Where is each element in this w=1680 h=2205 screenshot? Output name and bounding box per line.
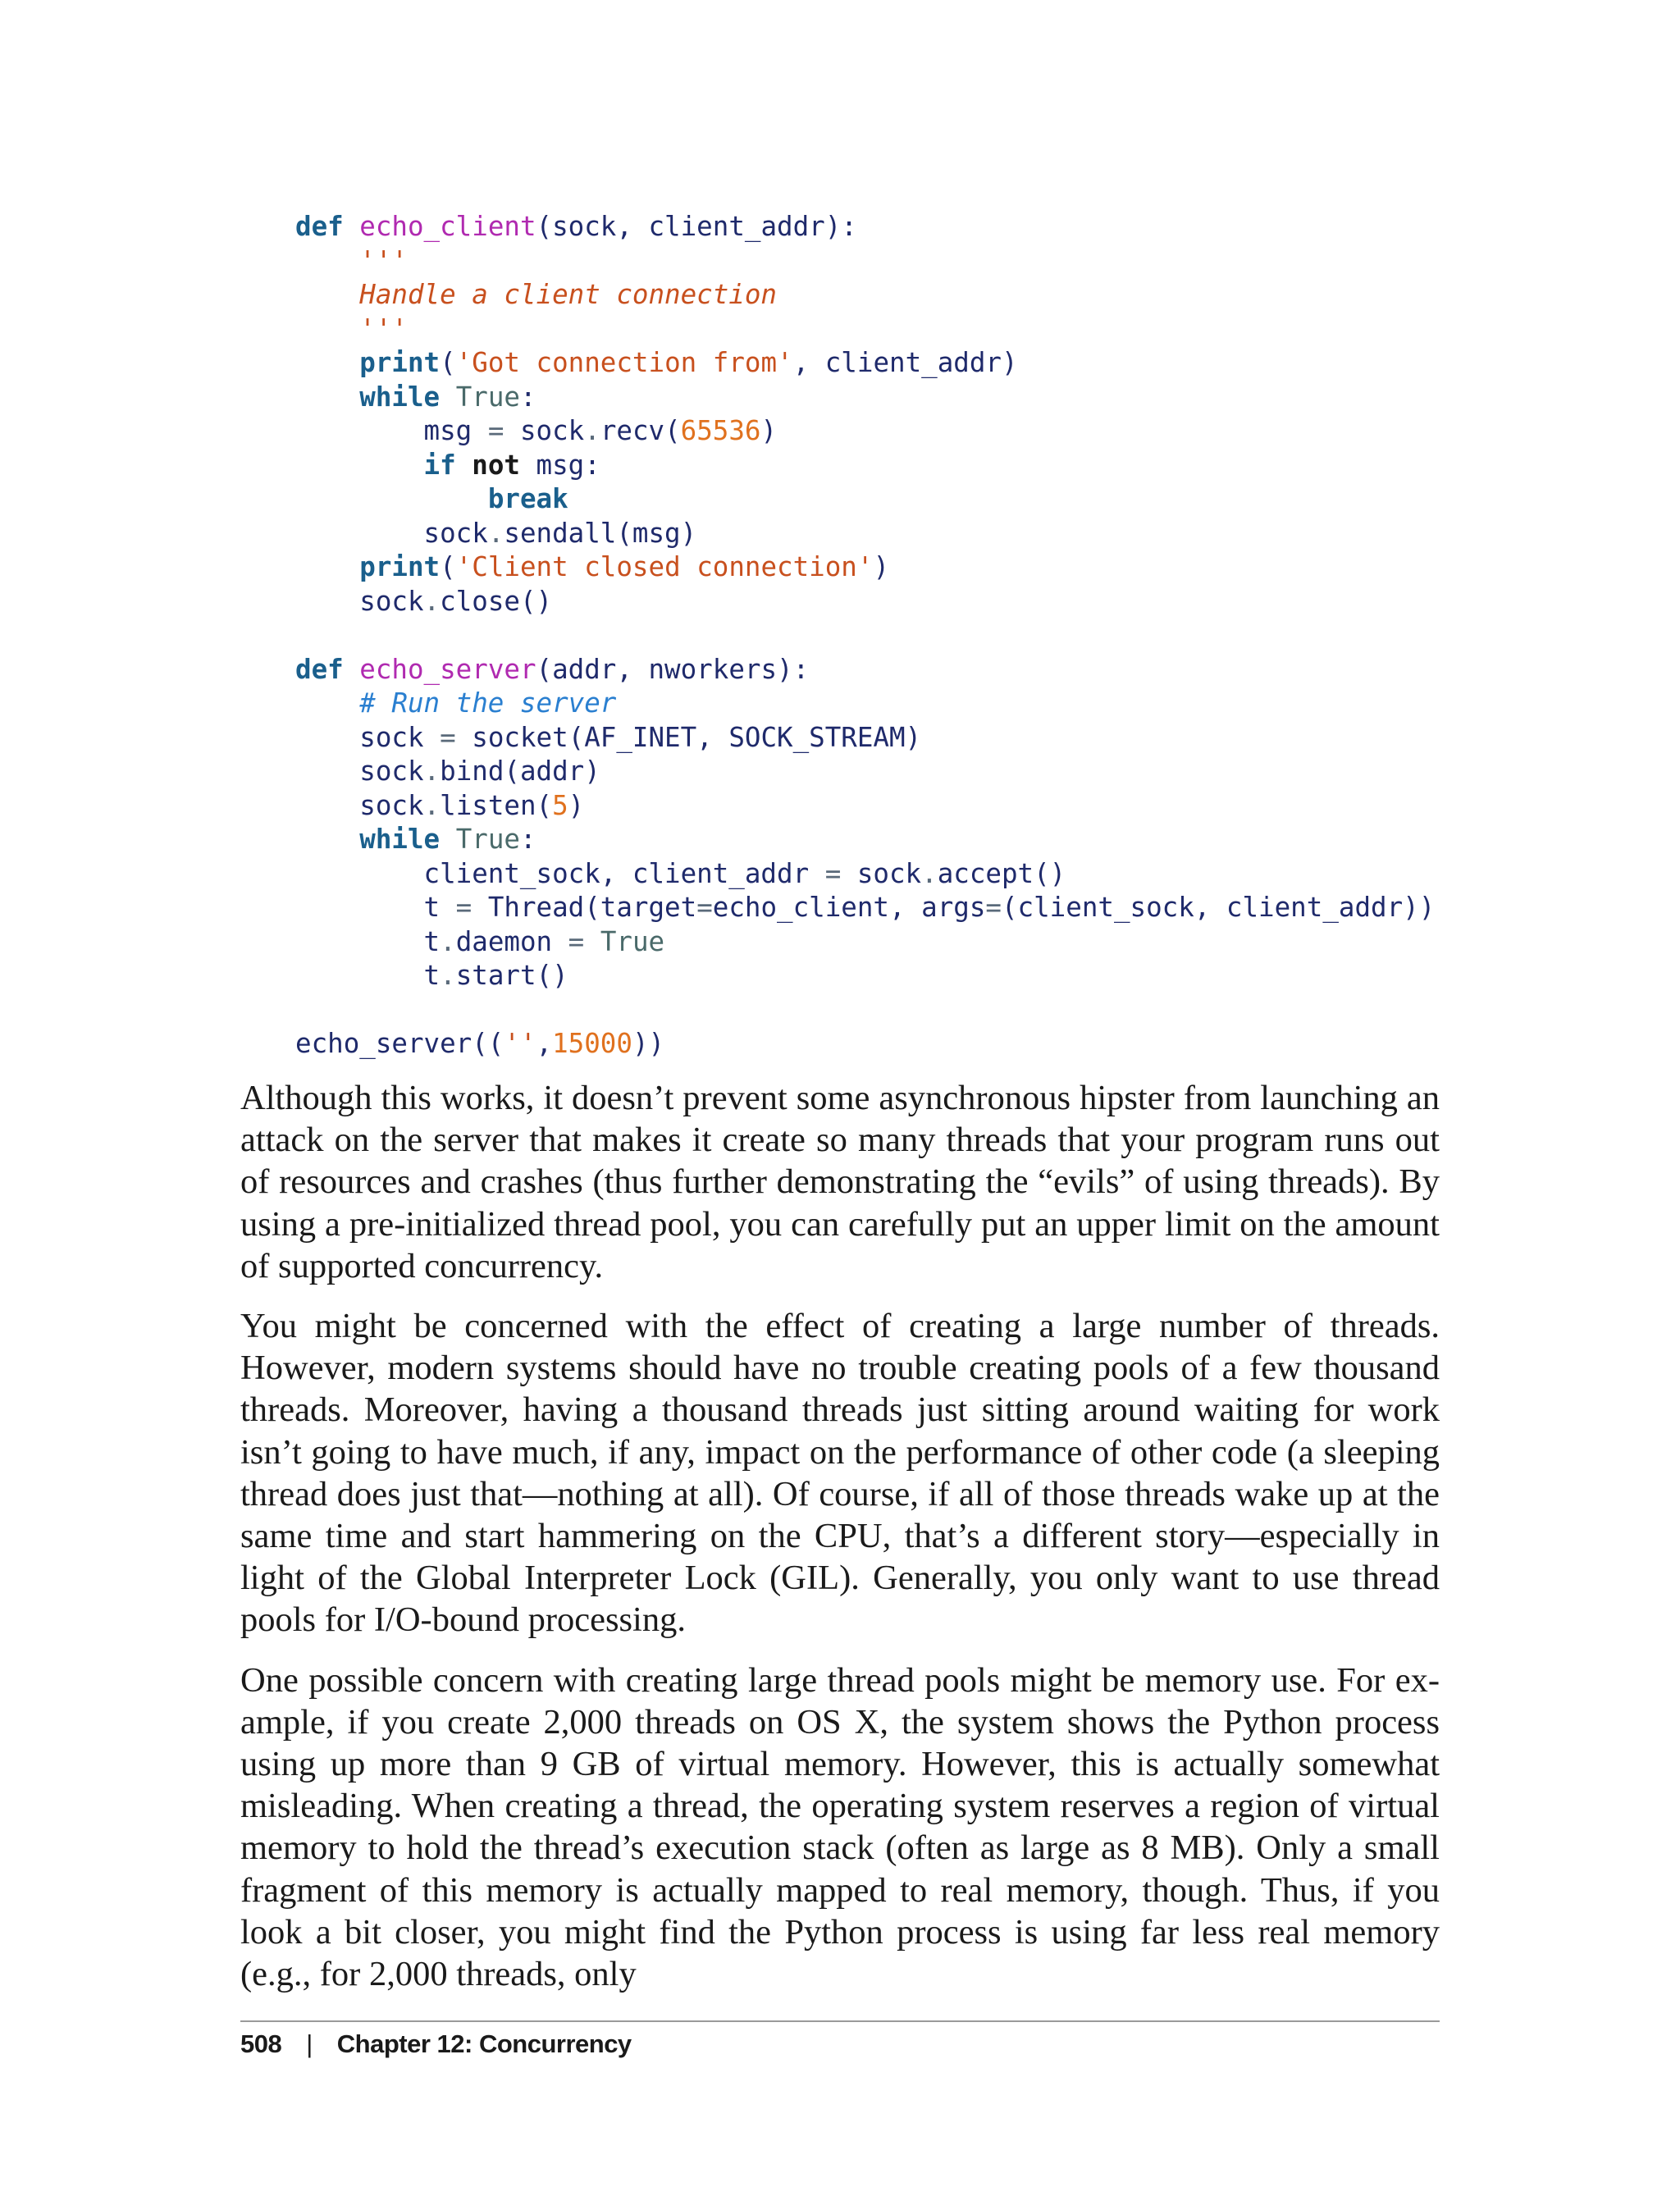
code-token: . — [440, 960, 456, 991]
code-token: not — [472, 449, 520, 481]
code-line — [295, 755, 1477, 789]
code-token: = — [824, 857, 842, 889]
code-token: : — [519, 381, 536, 413]
code-token: )) — [632, 1028, 665, 1059]
code-token — [440, 381, 456, 413]
code-line — [295, 721, 1477, 756]
code-token: = — [568, 925, 585, 957]
code-token: (client_sock, client_addr)) — [1001, 892, 1436, 923]
paragraph: You might be concerned with the effect of creating a large number of threads. However, modern systems should have no trouble creating pools of a few thousand threads. Moreover, having a thousand threads just sitting around waiting for work isn’t going to have much, if any, impact on the performance of other code (a sleeping thread does just that—nothing at all). Of course, if all of those threads wake up at the same time and start hammering on the CPU, that’s a different story—especially in light of the Global Interpreter Lock (GIL). Generally, you only want to use thread pools for I/O-bound processing. — [240, 1307, 1440, 1640]
code-token: ''' — [295, 313, 408, 345]
code-token: = — [696, 892, 713, 923]
code-token: while — [359, 824, 441, 855]
code-token: : — [519, 824, 536, 855]
code-token: . — [584, 415, 600, 446]
code-token: , client_addr) — [792, 347, 1018, 378]
code-token: print — [359, 551, 441, 582]
code-token: True — [455, 824, 520, 855]
code-line — [295, 313, 1477, 347]
code-line — [295, 959, 1477, 993]
code-token — [295, 551, 359, 582]
code-token: True — [600, 925, 665, 957]
code-token: msg: — [519, 449, 600, 481]
code-token: (sock, client_addr): — [536, 211, 857, 242]
code-line — [295, 993, 1477, 1028]
code-token: ''' — [295, 244, 408, 276]
code-line — [295, 517, 1477, 551]
code-token: sock — [295, 721, 441, 753]
code-token: # Run the server — [295, 687, 617, 719]
code-token: echo_client — [359, 211, 536, 242]
code-token: break — [487, 483, 568, 514]
code-token: True — [455, 381, 520, 413]
page-footer — [240, 2029, 632, 2059]
code-token: client_sock, client_addr — [295, 857, 825, 889]
code-token: echo_server(( — [295, 1028, 504, 1059]
footer-separator: | — [306, 2029, 313, 2058]
code-token: start() — [455, 960, 568, 991]
code-line — [295, 550, 1477, 585]
code-token: 'Got connection from' — [455, 347, 793, 378]
code-line — [295, 244, 1477, 279]
code-token: . — [423, 756, 441, 787]
code-line — [295, 619, 1477, 653]
code-token: 65536 — [680, 415, 761, 446]
code-token: sock — [295, 585, 424, 617]
code-token: while — [359, 381, 441, 413]
code-token: sock — [295, 517, 488, 549]
paragraph: One possible concern with creating large thread pools might be memory use. For example, if you create 2,000 threads on OS X, the system shows the Python process using up more than 9 GB of virtual memory. However, this is actually somewhat misleading. When creating a thread, the operating system reserves a region of virtual memory to hold the thread’s execution stack (often as large as 8 MB). Only a small fragment of this memory is actually mapped to real memory, though. Thus, if you look a bit closer, you might find the Python process is using far less real memory (e.g., for 2,000 threads, only — [240, 1660, 1440, 1994]
code-line — [295, 210, 1477, 244]
code-token — [295, 381, 359, 413]
code-token: = — [455, 892, 472, 923]
code-token: (addr, nworkers): — [536, 653, 810, 685]
code-token: t — [295, 960, 441, 991]
code-token — [440, 824, 456, 855]
code-token — [295, 347, 359, 378]
code-line — [295, 449, 1477, 483]
code-token: = — [487, 415, 504, 446]
code-token: if — [423, 449, 456, 481]
paragraph: Although this works, it doesn’t prevent some asynchronous hipster from launching an attack on the server that makes it create so many threads that your program runs out of resources and crashes (thus further demonstrating the “evils” of using threads). By using a pre-initialized thread pool, you can carefully put an upper limit on the amount of supported concurrency. — [240, 1079, 1440, 1285]
code-token: ( — [440, 551, 456, 582]
code-token: 'Client closed connection' — [455, 551, 874, 582]
code-line — [295, 789, 1477, 824]
code-token — [344, 211, 360, 242]
code-line — [295, 482, 1477, 517]
code-token: echo_server — [359, 653, 536, 685]
code-token: accept() — [937, 857, 1066, 889]
code-line — [295, 278, 1477, 313]
code-token: '' — [504, 1028, 536, 1059]
code-token: 5 — [552, 789, 568, 821]
code-token: sock — [504, 415, 585, 446]
code-token: , — [536, 1028, 553, 1059]
code-token — [295, 483, 488, 514]
code-token: sock — [841, 857, 922, 889]
code-token — [344, 654, 360, 685]
code-line — [295, 891, 1477, 925]
code-line — [295, 653, 1477, 687]
code-token: = — [985, 892, 1002, 923]
footer-divider — [240, 2020, 1440, 2022]
code-token: bind(addr) — [440, 756, 600, 787]
code-line — [295, 1027, 1477, 1061]
code-line — [295, 585, 1477, 619]
code-token: ) — [568, 789, 585, 821]
code-token: . — [423, 789, 441, 821]
code-token — [456, 450, 472, 481]
code-token: sendall(msg) — [504, 517, 697, 549]
code-token — [295, 824, 359, 855]
code-line — [295, 381, 1477, 415]
code-token: . — [440, 925, 456, 957]
code-token: sock — [295, 789, 424, 821]
code-token: listen( — [440, 789, 553, 821]
code-line — [295, 687, 1477, 721]
code-token: t — [295, 925, 441, 957]
page-number: 508 — [240, 2029, 282, 2058]
code-token: def — [295, 653, 344, 685]
code-token: socket(AF_INET, SOCK_STREAM) — [455, 721, 922, 753]
code-token — [295, 450, 424, 481]
code-token: Handle a client connection — [295, 279, 777, 310]
code-line — [295, 414, 1477, 449]
code-token: daemon — [455, 925, 568, 957]
code-token: ( — [440, 347, 456, 378]
code-token: Thread(target — [472, 892, 697, 923]
code-token: close() — [440, 585, 553, 617]
code-token: def — [295, 211, 344, 242]
code-listing — [295, 210, 1477, 1061]
code-token: recv( — [600, 415, 681, 446]
code-line — [295, 346, 1477, 381]
code-token: t — [295, 892, 456, 923]
code-token: echo_client, args — [712, 892, 986, 923]
code-token: . — [921, 857, 938, 889]
chapter-title: Chapter 12: Concurrency — [336, 2029, 632, 2058]
body-text — [240, 1077, 1440, 2013]
code-line — [295, 925, 1477, 960]
code-token — [584, 926, 600, 957]
code-token: sock — [295, 756, 424, 787]
code-token: 15000 — [552, 1028, 632, 1059]
code-token: . — [487, 517, 504, 549]
code-token: print — [359, 347, 441, 378]
code-token: ) — [760, 415, 778, 446]
code-line — [295, 823, 1477, 857]
code-token: . — [423, 585, 441, 617]
code-token: = — [440, 721, 456, 753]
code-token: ) — [873, 551, 890, 582]
code-token: msg — [295, 415, 488, 446]
code-line — [295, 857, 1477, 892]
